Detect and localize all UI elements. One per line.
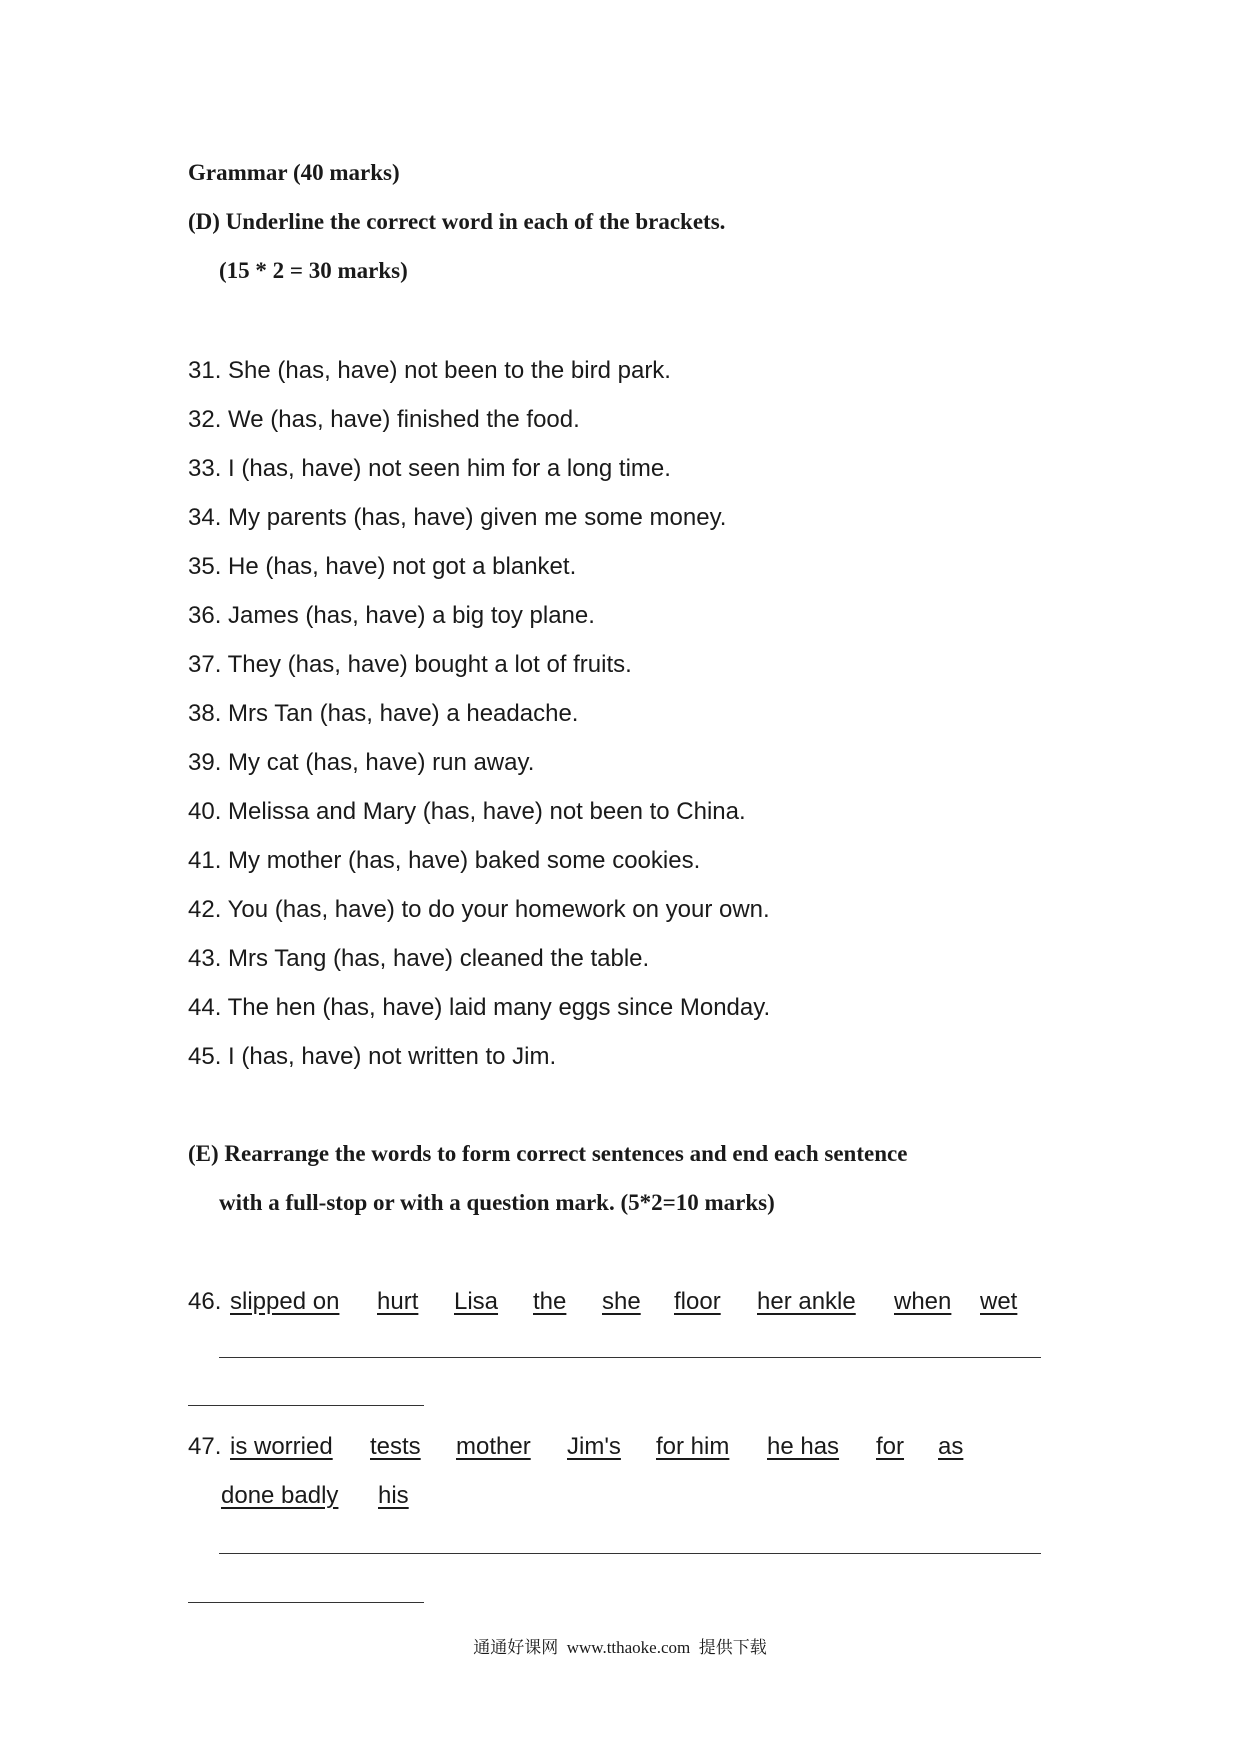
answer-line-47 (219, 1553, 1041, 1554)
question-46-number: 46. (188, 1288, 222, 1315)
q47-word: for him (656, 1433, 730, 1460)
answer-line-46-end (188, 1405, 424, 1406)
question-43: 43. Mrs Tang (has, have) cleaned the table. (188, 945, 650, 972)
question-40: 40. Melissa and Mary (has, have) not been to China. (188, 798, 746, 825)
question-47-line2 (188, 1482, 488, 1516)
q46-word: Lisa (454, 1288, 499, 1315)
question-33: 33. I (has, have) not seen him for a long time. (188, 455, 671, 482)
q47-word: mother (456, 1433, 531, 1460)
question-36: 36. James (has, have) a big toy plane. (188, 602, 595, 629)
q46-word: wet (980, 1288, 1018, 1315)
footer-watermark: 通通好课网 www.tthaoke.com 提供下载 (473, 1638, 767, 1657)
question-34: 34. My parents (has, have) given me some money. (188, 504, 727, 531)
question-44: 44. The hen (has, have) laid many eggs since Monday. (188, 994, 771, 1021)
q47-word: tests (370, 1433, 421, 1460)
question-42: 42. You (has, have) to do your homework on your own. (188, 896, 770, 923)
question-45: 45. I (has, have) not written to Jim. (188, 1043, 557, 1070)
question-37: 37. They (has, have) bought a lot of fruits. (188, 651, 632, 678)
q47-word: is worried (230, 1433, 333, 1460)
question-35: 35. He (has, have) not got a blanket. (188, 553, 577, 580)
question-39: 39. My cat (has, have) run away. (188, 749, 535, 776)
question-47-line1 (188, 1433, 1088, 1467)
q47-word: Jim's (567, 1433, 621, 1460)
q46-word: the (533, 1288, 567, 1315)
q46-word: when (894, 1288, 952, 1315)
q47-word: he has (767, 1433, 840, 1460)
part-d-instruction: (D) Underline the correct word in each of the brackets. (188, 209, 726, 234)
question-47-number: 47. (188, 1433, 222, 1460)
part-e-instruction-line1: (E) Rearrange the words to form correct sentences and end each sentence (188, 1141, 908, 1166)
question-38: 38. Mrs Tan (has, have) a headache. (188, 700, 579, 727)
q46-word: floor (674, 1288, 721, 1315)
q46-word: slipped on (230, 1288, 340, 1315)
answer-line-46 (219, 1357, 1041, 1358)
answer-line-47-end (188, 1602, 424, 1603)
question-31: 31. She (has, have) not been to the bird park. (188, 357, 671, 384)
q47-word: done badly (221, 1482, 339, 1509)
part-e-instruction-line2: with a full-stop or with a question mark. (5*2=10 marks) (219, 1190, 775, 1215)
q47-word: as (938, 1433, 964, 1460)
part-d-question-list (188, 355, 770, 1090)
q46-word: her ankle (757, 1288, 856, 1315)
q46-word: hurt (377, 1288, 419, 1315)
q47-word: his (378, 1482, 409, 1509)
question-32: 32. We (has, have) finished the food. (188, 406, 580, 433)
section-title: Grammar (40 marks) (188, 160, 400, 185)
q47-word: for (876, 1433, 905, 1460)
question-46 (188, 1288, 1088, 1322)
part-d-marks: (15 * 2 = 30 marks) (219, 258, 408, 283)
q46-word: she (602, 1288, 641, 1315)
question-41: 41. My mother (has, have) baked some cookies. (188, 847, 701, 874)
